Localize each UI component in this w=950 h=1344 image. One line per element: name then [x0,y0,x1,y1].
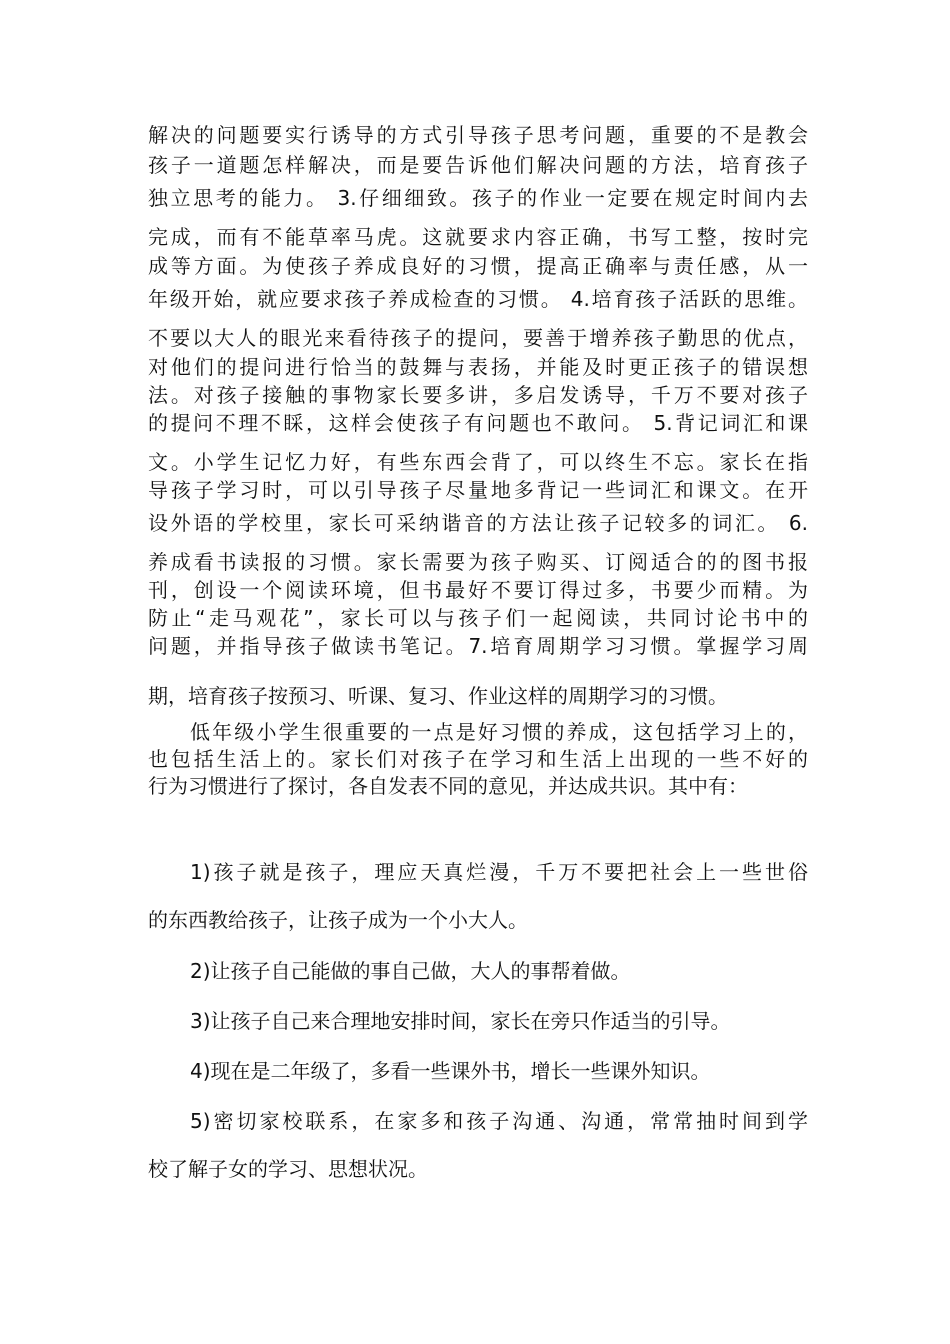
text-line: 法。对孩子接触的事物家长要多讲，多启发诱导，千万不要对孩子 [148,383,808,407]
text-line: 的东西教给孩子，让孩子成为一个小大人。 [148,908,528,932]
text-line: 2)让孩子自己能做的事自己做，大人的事帮着做。 [190,959,631,983]
text-line: 1)孩子就是孩子，理应天真烂漫，千万不要把社会上一些世俗 [190,860,808,884]
text-line: 年级开始，就应要求孩子养成检查的习惯。 4.培育孩子活跃的思维。 [148,287,808,311]
text-line: 设外语的学校里，家长可采纳谐音的方法让孩子记较多的词汇。 6. [148,511,808,535]
text-line: 孩子一道题怎样解决，而是要告诉他们解决问题的方法，培育孩子 [148,153,808,177]
text-line: 导孩子学习时，可以引导孩子尽量地多背记一些词汇和课文。在开 [148,478,808,502]
text-line: 低年级小学生很重要的一点是好习惯的养成，这包括学习上的， [190,720,808,744]
text-line: 行为习惯进行了探讨，各自发表不同的意见，并达成共识。其中有： [148,774,748,798]
text-line: 刊，创设一个阅读环境，但书最好不要订得过多，书要少而精。为 [148,578,808,602]
text-line: 不要以大人的眼光来看待孩子的提问，要善于增养孩子勤思的优点， [148,326,808,350]
text-line: 的提问不理不睬，这样会使孩子有问题也不敢问。 5.背记词汇和课 [148,411,808,435]
text-line: 防止“走马观花”，家长可以与孩子们一起阅读，共同讨论书中的 [148,606,808,630]
text-line: 对他们的提问进行恰当的鼓舞与表扬，并能及时更正孩子的错误想 [148,355,808,379]
text-line: 4)现在是二年级了，多看一些课外书，增长一些课外知识。 [190,1059,711,1083]
text-line: 问题，并指导孩子做读书笔记。7.培育周期学习习惯。掌握学习周 [148,634,808,658]
text-line: 完成，而有不能草率马虎。这就要求内容正确，书写工整，按时完 [148,225,808,249]
text-line: 也包括生活上的。家长们对孩子在学习和生活上出现的一些不好的 [148,747,808,771]
text-line: 3)让孩子自己来合理地安排时间，家长在旁只作适当的引导。 [190,1009,731,1033]
text-line: 解决的问题要实行诱导的方式引导孩子思考问题，重要的不是教会 [148,123,808,147]
text-line: 文。小学生记忆力好，有些东西会背了，可以终生不忘。家长在指 [148,450,808,474]
text-line: 5)密切家校联系，在家多和孩子沟通、沟通，常常抽时间到学 [190,1109,808,1133]
text-line: 养成看书读报的习惯。家长需要为孩子购买、订阅适合的的图书报 [148,550,808,574]
text-line: 期，培育孩子按预习、听课、复习、作业这样的周期学习的习惯。 [148,684,728,708]
text-line: 校了解子女的学习、思想状况。 [148,1157,428,1181]
text-line: 独立思考的能力。 3.仔细细致。孩子的作业一定要在规定时间内去 [148,186,808,210]
text-line: 成等方面。为使孩子养成良好的习惯，提高正确率与责任感，从一 [148,254,808,278]
